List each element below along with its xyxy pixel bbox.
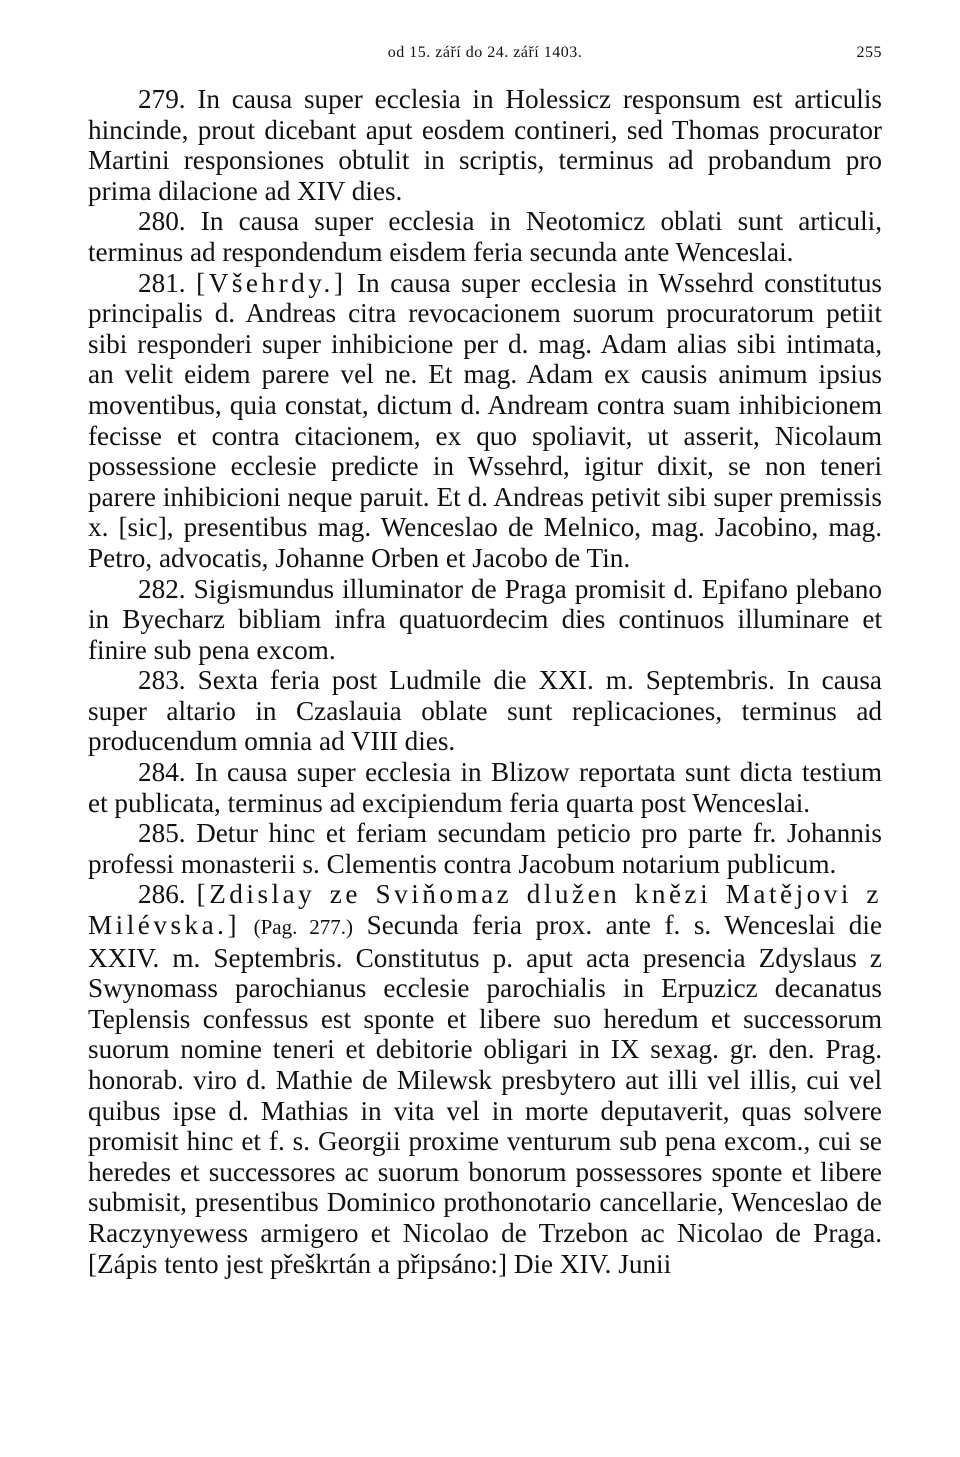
- running-header: [88, 44, 882, 84]
- document-page: [88, 44, 882, 1279]
- entry-text: 283. Sexta feria post Ludmile die XXI. m. Septembris. In causa super altario in Czaslauia oblate sunt replicaciones, terminus ad producendum omnia ad VIII dies.: [88, 665, 882, 757]
- entry-281: [88, 268, 882, 574]
- entry-text: 279. In causa super ecclesia in Holessicz responsum est articulis hincinde, prout dicebant aput eosdem contineri, sed Thomas procurator Martini responsiones obtulit in scriptis, terminus ad probandum pro prima dilacione ad XIV dies.: [88, 84, 882, 206]
- entry-279: [88, 84, 882, 206]
- entry-282: [88, 574, 882, 666]
- entry-number: 286.: [138, 879, 186, 910]
- page-number: 255: [856, 44, 882, 61]
- entry-number: 281.: [138, 267, 186, 298]
- entry-text: 285. Detur hinc et feriam secundam peticio pro parte fr. Johannis professi monasterii s. Clementis contra Jacobum notarium publicum.: [88, 818, 882, 879]
- entry-text: 284. In causa super ecclesia in Blizow reportata sunt dicta testium et publicata, terminus ad excipiendum feria quarta post Wenceslai.: [88, 757, 882, 818]
- entry-280: [88, 206, 882, 267]
- entry-286: [88, 879, 882, 1279]
- entry-text: In causa super ecclesia in Wssehrd constitutus principalis d. Andreas citra revocacionem suorum procuratorum petiit sibi responderi super inhibicione per d. mag. Adam alias sibi intimata, an velit eidem parere vel ne. Et mag. Adam ex causis animum ipsius moventibus, quia constat, dictum d. Andream contra suam inhibicionem fecisse et contra citacionem, ex quo spoliavit, ut asserit, Nicolaum possessione ecclesie predicte in Wssehrd, igitur dixit, se non teneri parere inhibicioni neque paruit. Et d. Andreas petivit sibi super premissis x. [sic], presentibus mag. Wenceslao de Melnico, mag. Jacobino, mag. Petro, advocatis, Johanne Orben et Jacobo de Tin.: [88, 267, 882, 573]
- entry-text: 280. In causa super ecclesia in Neotomicz oblati sunt articuli, terminus ad respondendum eisdem feria secunda ante Wenceslai.: [88, 206, 882, 267]
- entry-text: 282. Sigismundus illuminator de Praga promisit d. Epifano plebano in Byecharz bibliam infra quatuordecim dies continuos illuminare et finire sub pena excom.: [88, 573, 882, 665]
- running-title: od 15. září do 24. září 1403.: [387, 44, 583, 61]
- entry-heading: [Všehrdy.]: [196, 267, 347, 298]
- document-body: [88, 84, 882, 1279]
- entry-text: Secunda feria prox. ante f. s. Wenceslai die XXIV. m. Septembris. Constitutus p. aput acta presencia Zdyslaus z Swynomass parochianus ecclesie parochialis in Erpuzicz decanatus Teplensis confessus est sponte et libere suo heredum et successorum suorum nomine teneri et debitorie obligari in IX sexag. gr. den. Prag. honorab. viro d. Mathie de Milewsk presbytero aut illi vel illis, cui vel quibus ipse d. Mathias in vita vel in morte deputaverit, quas solvere promisit hinc et f. s. Georgii proxime venturum sub pena excom., cui se heredes et successores ac suorum bonorum possessores sponte et libere submisit, presentibus Dominico prothonotario cancellarie, Wenceslao de Raczynyewess armigero et Nicolao de Trzebon ac Nicolao de Praga. [Zápis tento jest přeškrtán a připsáno:] Die XIV. Junii: [88, 910, 883, 1279]
- page-reference: (Pag. 277.): [253, 915, 354, 940]
- entry-heading: [Zdislay ze Sviňomaz dlužen knězi Matějovi z Milévska.]: [88, 879, 883, 941]
- entry-284: [88, 757, 882, 818]
- entry-285: [88, 818, 882, 879]
- entry-283: [88, 665, 882, 757]
